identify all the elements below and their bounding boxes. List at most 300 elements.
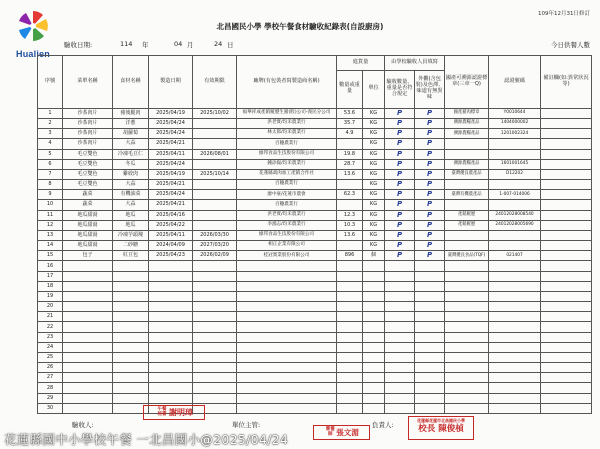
row-check-b — [415, 271, 445, 281]
row-exp-date — [193, 271, 237, 281]
row-exp-date: 2026/03/30 — [193, 230, 237, 240]
row-cert-no — [489, 322, 541, 332]
row-dish: 沙茶肉片 — [63, 119, 113, 129]
row-unit: KG — [363, 230, 385, 240]
row-exp-date — [193, 363, 237, 373]
col-exp-date: 有效期限 — [193, 56, 237, 109]
row-vendor — [237, 352, 337, 362]
row-exp-date: 2025/10/02 — [193, 108, 237, 118]
row-qty: 19.8 — [337, 149, 363, 159]
table-row — [38, 281, 592, 291]
row-unit — [363, 312, 385, 322]
row-mfg-date — [149, 261, 193, 271]
row-seq: 2 — [38, 119, 63, 129]
row-cert-no — [489, 180, 541, 190]
row-mfg-date — [149, 332, 193, 342]
row-vendor — [237, 363, 337, 373]
row-cert — [445, 403, 489, 413]
row-check-b: P — [415, 190, 445, 200]
row-cert-no: 24012028005690 — [489, 220, 541, 230]
row-check-b — [415, 403, 445, 413]
row-qty: 62.3 — [337, 190, 363, 200]
col-remark: 備註欄(如:異常狀況等) — [541, 56, 592, 109]
row-cert: 臺灣有機農產品 — [445, 190, 489, 200]
row-check-a: P — [385, 220, 415, 230]
row-remark — [541, 312, 592, 322]
row-check-b — [415, 363, 445, 373]
row-check-b — [415, 352, 445, 362]
row-remark — [541, 251, 592, 261]
row-dish — [63, 342, 113, 352]
row-check-a — [385, 352, 415, 362]
row-cert-no — [489, 230, 541, 240]
row-dish: 蔬菜 — [63, 190, 113, 200]
row-ingredient: 大蒜 — [113, 180, 149, 190]
row-dish: 包子 — [63, 251, 113, 261]
row-unit — [363, 291, 385, 301]
row-mfg-date: 2025/04/11 — [149, 149, 193, 159]
row-mfg-date: 2025/04/19 — [149, 169, 193, 179]
row-exp-date — [193, 200, 237, 210]
row-remark — [541, 373, 592, 383]
row-vendor: 花蓮縣禽肉加工產銷合作社 — [237, 169, 337, 179]
row-remark — [541, 352, 592, 362]
row-dish — [63, 332, 113, 342]
row-check-a — [385, 363, 415, 373]
row-unit: KG — [363, 200, 385, 210]
row-qty: 4.9 — [337, 129, 363, 139]
row-mfg-date: 2025/04/21 — [149, 139, 193, 149]
row-unit — [363, 302, 385, 312]
row-unit: KG — [363, 119, 385, 129]
row-remark — [541, 271, 592, 281]
col-seq: 序號 — [38, 56, 63, 109]
row-vendor: 百穗農業行 — [237, 200, 337, 210]
row-exp-date — [193, 129, 237, 139]
table-row — [38, 312, 592, 322]
row-ingredient: 冷凍毛豆仁 — [113, 149, 149, 159]
table-row — [38, 302, 592, 312]
row-unit: KG — [363, 220, 385, 230]
row-unit — [363, 342, 385, 352]
row-vendor — [237, 291, 337, 301]
row-check-b: P — [415, 241, 445, 251]
headcount-label: 今日供餐人數 — [551, 41, 590, 49]
row-vendor: 林太郎/均禾農業行 — [237, 129, 337, 139]
row-check-b: P — [415, 119, 445, 129]
row-mfg-date — [149, 383, 193, 393]
col-check-b: 外觀(含包裝)及色澤、味道有無異味 — [415, 70, 445, 108]
row-check-a: P — [385, 251, 415, 261]
inspection-date-label: 驗收日期: — [64, 41, 93, 49]
row-unit — [363, 403, 385, 413]
row-cert — [445, 332, 489, 342]
row-check-a — [385, 291, 415, 301]
row-cert-no — [489, 241, 541, 251]
row-seq: 16 — [38, 261, 63, 271]
row-vendor: 廖中豪/花蓮市農會 — [237, 190, 337, 200]
row-qty — [337, 363, 363, 373]
row-ingredient — [113, 383, 149, 393]
row-check-b — [415, 291, 445, 301]
row-remark — [541, 393, 592, 403]
row-cert: 溯源農糧產品 — [445, 159, 489, 169]
row-remark — [541, 139, 592, 149]
row-mfg-date: 2025/04/21 — [149, 180, 193, 190]
col-ingredient: 食材名稱 — [113, 56, 149, 109]
row-dish: 地瓜甜湯 — [63, 230, 113, 240]
table-row — [38, 383, 592, 393]
row-qty — [337, 139, 363, 149]
row-vendor — [237, 332, 337, 342]
row-unit: KG — [363, 241, 385, 251]
row-dish: 地瓜甜湯 — [63, 220, 113, 230]
inspector-stamp-title: 午餐 秘書 — [157, 407, 167, 417]
row-check-b — [415, 322, 445, 332]
inspection-table — [37, 55, 592, 414]
row-unit: KG — [363, 139, 385, 149]
row-check-a: P — [385, 230, 415, 240]
col-check-a: 驗收數量、重量是否符合規定 — [385, 70, 415, 108]
row-dish — [63, 373, 113, 383]
row-check-b: P — [415, 139, 445, 149]
row-seq: 23 — [38, 332, 63, 342]
row-cert-no: 24012028008540 — [489, 210, 541, 220]
col-qty: 數量或重量 — [337, 70, 363, 108]
row-cert — [445, 322, 489, 332]
row-seq: 4 — [38, 139, 63, 149]
row-cert-no — [489, 352, 541, 362]
row-check-a — [385, 302, 415, 312]
row-mfg-date — [149, 342, 193, 352]
row-exp-date — [193, 302, 237, 312]
col-cert: 國產可溯源認證標章(三章一Q) — [445, 56, 489, 109]
row-cert-no — [489, 149, 541, 159]
row-qty — [337, 312, 363, 322]
row-check-b: P — [415, 159, 445, 169]
table-row — [38, 108, 592, 118]
row-mfg-date: 2025/04/11 — [149, 230, 193, 240]
row-cert: 臺灣優良農產品 — [445, 169, 489, 179]
row-qty — [337, 373, 363, 383]
row-unit: 個 — [363, 251, 385, 261]
row-exp-date — [193, 210, 237, 220]
col-vendor: 廠牌(有包裝者寫製造商名稱) — [237, 56, 337, 109]
row-exp-date — [193, 312, 237, 322]
row-unit: KG — [363, 129, 385, 139]
row-vendor — [237, 312, 337, 322]
row-cert-no: 1201002324 — [489, 129, 541, 139]
row-check-b: P — [415, 200, 445, 210]
row-seq: 27 — [38, 373, 63, 383]
row-cert-no — [489, 302, 541, 312]
row-ingredient — [113, 271, 149, 281]
date-day-unit: 日 — [227, 41, 234, 49]
col-unit: 單位 — [363, 70, 385, 108]
revised-date: 109年12月31日修訂 — [538, 11, 590, 17]
inspector-stamp-name: 謝明璋 — [169, 408, 193, 417]
row-seq: 6 — [38, 159, 63, 169]
table-row — [38, 159, 592, 169]
row-ingredient — [113, 291, 149, 301]
row-qty — [337, 322, 363, 332]
row-mfg-date — [149, 312, 193, 322]
row-remark — [541, 220, 592, 230]
row-cert: 產銷履歷 — [445, 220, 489, 230]
row-unit — [363, 383, 385, 393]
row-remark — [541, 129, 592, 139]
row-cert-no — [489, 139, 541, 149]
row-exp-date — [193, 139, 237, 149]
row-vendor: 百穗農業行 — [237, 139, 337, 149]
row-check-b — [415, 302, 445, 312]
row-cert-no — [489, 393, 541, 403]
row-cert-no — [489, 200, 541, 210]
row-ingredient — [113, 281, 149, 291]
row-remark — [541, 403, 592, 413]
row-check-b — [415, 312, 445, 322]
row-ingredient: 紅豆包 — [113, 251, 149, 261]
row-remark — [541, 363, 592, 373]
row-dish — [63, 352, 113, 362]
row-cert — [445, 200, 489, 210]
row-dish — [63, 281, 113, 291]
row-remark — [541, 190, 592, 200]
row-seq: 11 — [38, 210, 63, 220]
row-qty — [337, 180, 363, 190]
row-remark — [541, 230, 592, 240]
row-qty — [337, 241, 363, 251]
row-check-b: P — [415, 149, 445, 159]
row-unit — [363, 363, 385, 373]
table-row — [38, 332, 592, 342]
row-seq: 29 — [38, 393, 63, 403]
table-row — [38, 149, 592, 159]
row-cert — [445, 261, 489, 271]
row-mfg-date: 2024/04/09 — [149, 241, 193, 251]
row-seq: 21 — [38, 312, 63, 322]
row-mfg-date: 2025/04/24 — [149, 119, 193, 129]
row-cert — [445, 302, 489, 312]
table-row — [38, 190, 592, 200]
row-vendor: 百穗農業行 — [237, 180, 337, 190]
row-seq: 3 — [38, 129, 63, 139]
row-cert-no: Y0010644 — [489, 108, 541, 118]
row-cert — [445, 342, 489, 352]
row-seq: 19 — [38, 291, 63, 301]
row-qty — [337, 261, 363, 271]
row-exp-date — [193, 342, 237, 352]
row-vendor — [237, 393, 337, 403]
row-seq: 13 — [38, 230, 63, 240]
row-dish — [63, 403, 113, 413]
row-ingredient: 有機油菜 — [113, 190, 149, 200]
row-check-a: P — [385, 210, 415, 220]
row-remark — [541, 119, 592, 129]
row-cert: 國產豬肉標章 — [445, 108, 489, 118]
row-vendor: 綠邦食品生技股份有限公司 — [237, 230, 337, 240]
row-mfg-date — [149, 281, 193, 291]
row-unit — [363, 393, 385, 403]
row-qty — [337, 271, 363, 281]
inspector-label: 驗收人: — [72, 421, 94, 429]
row-unit — [363, 281, 385, 291]
row-cert — [445, 139, 489, 149]
table-row — [38, 169, 592, 179]
row-exp-date: 2027/03/20 — [193, 241, 237, 251]
row-exp-date — [193, 281, 237, 291]
row-check-b — [415, 261, 445, 271]
row-exp-date — [193, 159, 237, 169]
row-dish — [63, 322, 113, 332]
row-remark — [541, 383, 592, 393]
row-remark — [541, 169, 592, 179]
row-ingredient — [113, 322, 149, 332]
row-seq: 28 — [38, 383, 63, 393]
row-check-a: P — [385, 129, 415, 139]
row-seq: 15 — [38, 251, 63, 261]
row-seq: 8 — [38, 180, 63, 190]
row-exp-date — [193, 291, 237, 301]
row-cert-no — [489, 363, 541, 373]
row-check-a: P — [385, 180, 415, 190]
row-cert-no — [489, 332, 541, 342]
row-seq: 20 — [38, 302, 63, 312]
row-dish: 沙茶肉片 — [63, 108, 113, 118]
row-remark — [541, 149, 592, 159]
row-qty: 896 — [337, 251, 363, 261]
row-cert-no — [489, 291, 541, 301]
row-unit — [363, 322, 385, 332]
row-check-b: P — [415, 251, 445, 261]
row-remark — [541, 200, 592, 210]
row-ingredient — [113, 363, 149, 373]
row-ingredient — [113, 342, 149, 352]
row-seq: 18 — [38, 281, 63, 291]
row-cert — [445, 149, 489, 159]
row-exp-date — [193, 119, 237, 129]
table-row — [38, 261, 592, 271]
row-seq: 1 — [38, 108, 63, 118]
col-cert-no: 認證號碼 — [489, 56, 541, 109]
row-dish: 地瓜甜湯 — [63, 241, 113, 251]
row-qty — [337, 393, 363, 403]
row-cert-no: 021407 — [489, 251, 541, 261]
row-check-a: P — [385, 119, 415, 129]
table-row — [38, 322, 592, 332]
row-mfg-date — [149, 271, 193, 281]
row-vendor — [237, 373, 337, 383]
row-dish — [63, 271, 113, 281]
row-check-b: P — [415, 108, 445, 118]
row-dish: 毛豆雙色 — [63, 159, 113, 169]
row-vendor — [237, 302, 337, 312]
date-year: 114 — [120, 40, 133, 48]
row-qty: 10.3 — [337, 220, 363, 230]
row-vendor: 洪老實/均禾農業行 — [237, 210, 337, 220]
row-mfg-date: 2025/04/21 — [149, 200, 193, 210]
row-check-a — [385, 403, 415, 413]
row-ingredient: 豬後腿肉 — [113, 108, 149, 118]
row-vendor — [237, 403, 337, 413]
row-exp-date — [193, 373, 237, 383]
row-vendor — [237, 281, 337, 291]
row-ingredient: 二砂糖 — [113, 241, 149, 251]
row-exp-date — [193, 332, 237, 342]
row-exp-date: 2025/10/14 — [193, 169, 237, 179]
row-remark — [541, 261, 592, 271]
row-ingredient — [113, 352, 149, 362]
row-check-a — [385, 383, 415, 393]
col-mfg-date: 製造日期 — [149, 56, 193, 109]
watermark-caption: 花蓮縣國中小學校午餐 一北昌國小@2025/04/24 — [4, 432, 289, 447]
row-check-a: P — [385, 108, 415, 118]
row-cert-no: 1404000002 — [489, 119, 541, 129]
row-dish: 毛豆雙色 — [63, 149, 113, 159]
row-exp-date — [193, 393, 237, 403]
row-seq: 5 — [38, 149, 63, 159]
row-exp-date — [193, 383, 237, 393]
row-unit — [363, 261, 385, 271]
row-unit: KG — [363, 159, 385, 169]
row-vendor — [237, 271, 337, 281]
table-row — [38, 230, 592, 240]
row-mfg-date — [149, 302, 193, 312]
row-unit — [363, 373, 385, 383]
row-check-b: P — [415, 180, 445, 190]
date-day: 24 — [214, 40, 223, 48]
supervisor-label: 單位主管: — [232, 421, 261, 429]
nutritionist-stamp-title: 營養師 — [325, 427, 335, 437]
col-check-group: 由學校驗收人員填寫 — [385, 56, 445, 71]
row-check-a: P — [385, 200, 415, 210]
row-qty — [337, 383, 363, 393]
row-seq: 24 — [38, 342, 63, 352]
row-ingredient: 洋蔥 — [113, 119, 149, 129]
table-row — [38, 200, 592, 210]
row-remark — [541, 180, 592, 190]
table-row — [38, 251, 592, 261]
row-dish — [63, 393, 113, 403]
row-check-a — [385, 261, 415, 271]
inspector-stamp — [143, 405, 205, 420]
row-ingredient — [113, 393, 149, 403]
row-seq: 7 — [38, 169, 63, 179]
row-seq: 9 — [38, 190, 63, 200]
col-intake: 進貨量 — [337, 56, 385, 71]
table-row — [38, 180, 592, 190]
row-remark — [541, 332, 592, 342]
row-dish: 沙茶肉片 — [63, 139, 113, 149]
row-cert-no — [489, 312, 541, 322]
row-mfg-date — [149, 393, 193, 403]
row-cert: 溯源農糧產品 — [445, 129, 489, 139]
row-qty: 13.6 — [337, 169, 363, 179]
row-remark — [541, 342, 592, 352]
row-mfg-date — [149, 363, 193, 373]
row-vendor: 李鴻志/均禾農業行 — [237, 220, 337, 230]
row-check-a: P — [385, 139, 415, 149]
row-vendor: 桂冠實業股份有限公司 — [237, 251, 337, 261]
table-row — [38, 271, 592, 281]
row-mfg-date — [149, 322, 193, 332]
row-remark — [541, 302, 592, 312]
row-qty — [337, 302, 363, 312]
row-unit: KG — [363, 210, 385, 220]
row-mfg-date — [149, 352, 193, 362]
row-check-b: P — [415, 220, 445, 230]
row-dish: 毛豆雙色 — [63, 180, 113, 190]
